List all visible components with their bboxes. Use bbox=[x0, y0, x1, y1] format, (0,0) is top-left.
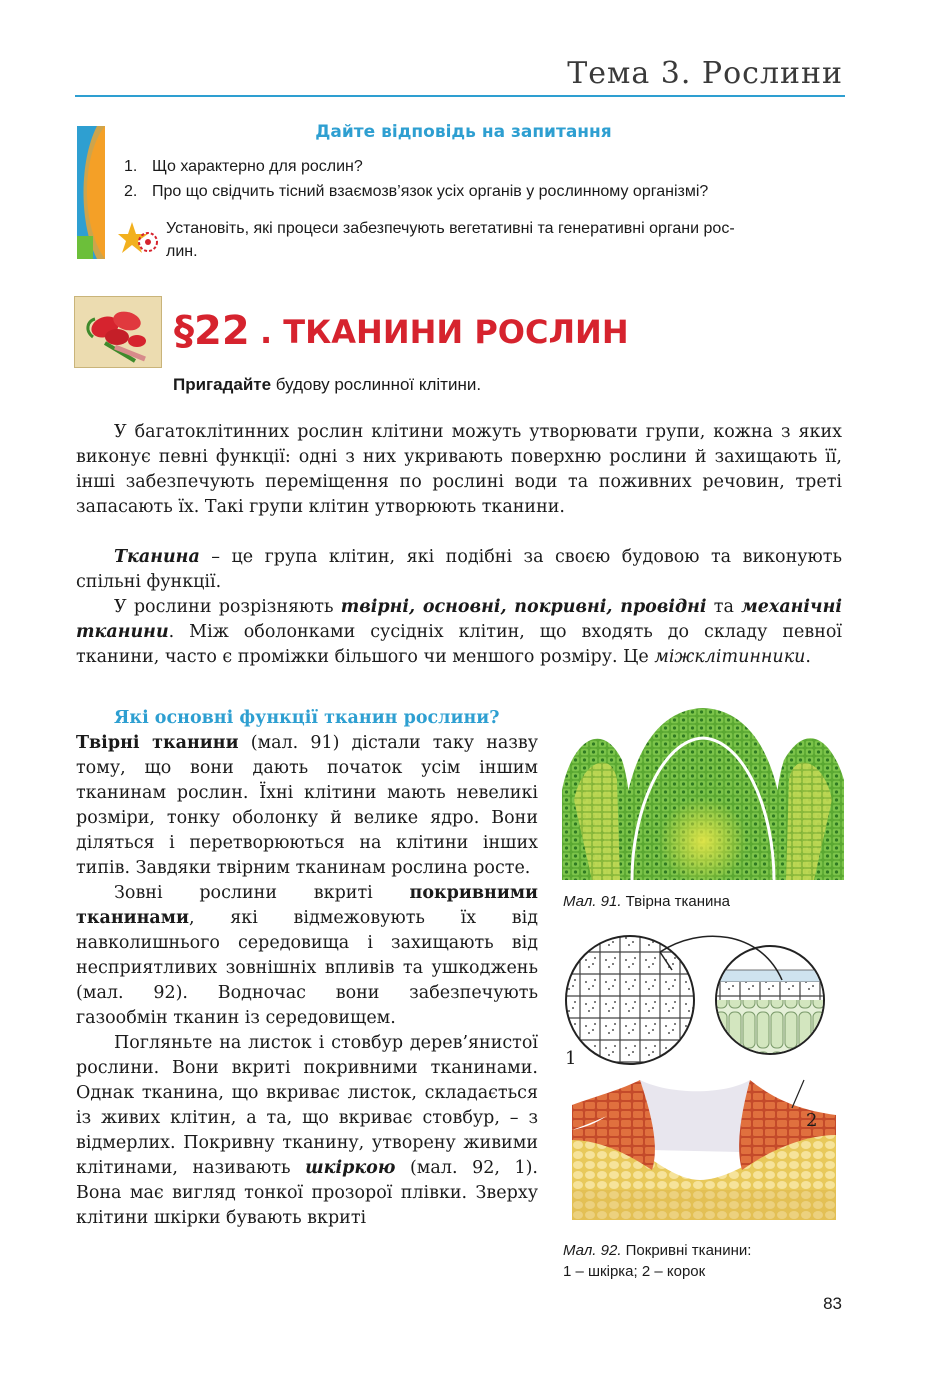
term-epidermis: шкіркою bbox=[305, 1158, 396, 1178]
figure-92-marker-2: 2 bbox=[806, 1110, 818, 1131]
question-item bbox=[124, 183, 844, 205]
term-tissue: Тканина bbox=[114, 547, 200, 567]
paragraph-text: . bbox=[805, 647, 811, 667]
running-header-title: Тема 3. Рослини bbox=[567, 56, 843, 91]
term-covering-tissues: покривними тканинами bbox=[76, 883, 538, 928]
caption-label: Мал. 92. bbox=[563, 1242, 622, 1259]
paragraph-text: (мал. 92, 1). Вона має вигляд тонкої прозорої плівки. Зверху клітини шкірки бувають вкриті bbox=[76, 1158, 538, 1228]
recall-prompt bbox=[173, 375, 481, 395]
body-paragraph bbox=[76, 595, 842, 670]
questions-side-bar bbox=[77, 126, 105, 259]
paragraph-text: (мал. 91) дістали таку назву тому, що вони дають початок усім іншим тканинам рослин. Їхні клітини мають невеликі розміри, тонку оболонку й велике ядро. Вони діляться і перетворюються на клітини інших типів. Завдяки твірним тканинам рослина росте. bbox=[76, 733, 539, 878]
term-meristem: Твірні тканини bbox=[76, 733, 239, 753]
caption-label: Мал. 91. bbox=[563, 893, 622, 910]
paragraph-text: – це група клітин, які подібні за своєю будовою та виконують спільні функції. bbox=[76, 547, 842, 592]
term-intercellular-spaces: міжклітинники bbox=[654, 647, 806, 667]
section-flower-icon bbox=[74, 296, 162, 368]
column-paragraph bbox=[76, 731, 538, 881]
paragraph-text: Погляньте на листок і стовбур дерев’янистої рослини. Вони вкриті покривними тканинами. Однак тканина, що вкриває листок, складається із живих клітин, а та, що вкриває стовбур, – з відмерлих. Покривну тканину, утворену живими клітинами, називають bbox=[76, 1033, 538, 1178]
header-rule bbox=[75, 95, 845, 97]
question-text: Що характерно для рослин? bbox=[152, 158, 363, 175]
question-text: Про що свідчить тісний взаємозв’язок усіх органів у рослинному організмі? bbox=[152, 183, 709, 200]
question-number: 2. bbox=[124, 183, 138, 200]
page-number: 83 bbox=[823, 1294, 842, 1313]
paragraph-text: У багатоклітинних рослин клітини можуть утворювати групи, кожна з яких виконує певні функції: одні з них укривають поверхню рослини й захищають її, інші забезпечують переміщення по рослині води та поживних речовин, треті запасають їх. Такі групи клітин утворюють тканини. bbox=[76, 422, 842, 517]
figure-92-caption bbox=[563, 1240, 751, 1282]
star-task-text bbox=[166, 217, 846, 263]
paragraph-text: . Між оболонками сусідніх клітин, що входять до складу певної тканини, часто є проміжки більшого чи меншого розміру. Це bbox=[76, 622, 842, 667]
section-title: . ТКАНИНИ РОСЛИН bbox=[260, 313, 629, 351]
column-paragraph bbox=[76, 881, 538, 1031]
body-paragraph bbox=[76, 420, 842, 520]
paragraph-text: , які відмежовують їх від навколишнього середовища і захищають від несприятливих зовнішніх впливів та ушкоджень (мал. 92). Водночас вони забезпечують газообмін тканин із середовищем. bbox=[76, 908, 538, 1028]
recall-keyword: Пригадайте bbox=[173, 375, 272, 394]
column-question: Які основні функції тканин рослини? bbox=[114, 708, 500, 728]
term-tissue-types: твірні, основні, покривні, провідні bbox=[340, 597, 707, 617]
caption-legend: 1 – шкірка; 2 – корок bbox=[563, 1263, 706, 1280]
figure-91-caption bbox=[563, 893, 730, 910]
recall-text: будову рослинної клітини. bbox=[271, 375, 482, 394]
figure-91-meristem-image bbox=[562, 700, 844, 880]
column-paragraph bbox=[76, 1031, 538, 1231]
paragraph-text: та bbox=[706, 597, 742, 617]
column-section bbox=[76, 706, 538, 1231]
star-task-line: Установіть, які процеси забезпечують вегетативні та генеративні органи рос- bbox=[166, 220, 735, 237]
paragraph-text: Зовні рослини вкриті bbox=[114, 883, 410, 903]
questions-title: Дайте відповідь на запитання bbox=[315, 122, 612, 142]
definition-paragraph bbox=[76, 545, 842, 595]
paragraph-text: У рослини розрізняють bbox=[114, 597, 341, 617]
question-item bbox=[124, 158, 844, 180]
section-number: §22 bbox=[174, 308, 250, 354]
figure-92-covering-tissues-image bbox=[560, 930, 846, 1235]
caption-text: Твірна тканина bbox=[621, 893, 730, 910]
term-mechanical-tissues: механічні тканини bbox=[76, 597, 842, 642]
caption-text: Покривні тканини: bbox=[621, 1242, 752, 1259]
figure-92-marker-1: 1 bbox=[565, 1048, 577, 1069]
star-task-line: лин. bbox=[166, 243, 198, 260]
question-number: 1. bbox=[124, 158, 138, 175]
star-task-icon bbox=[118, 220, 162, 260]
